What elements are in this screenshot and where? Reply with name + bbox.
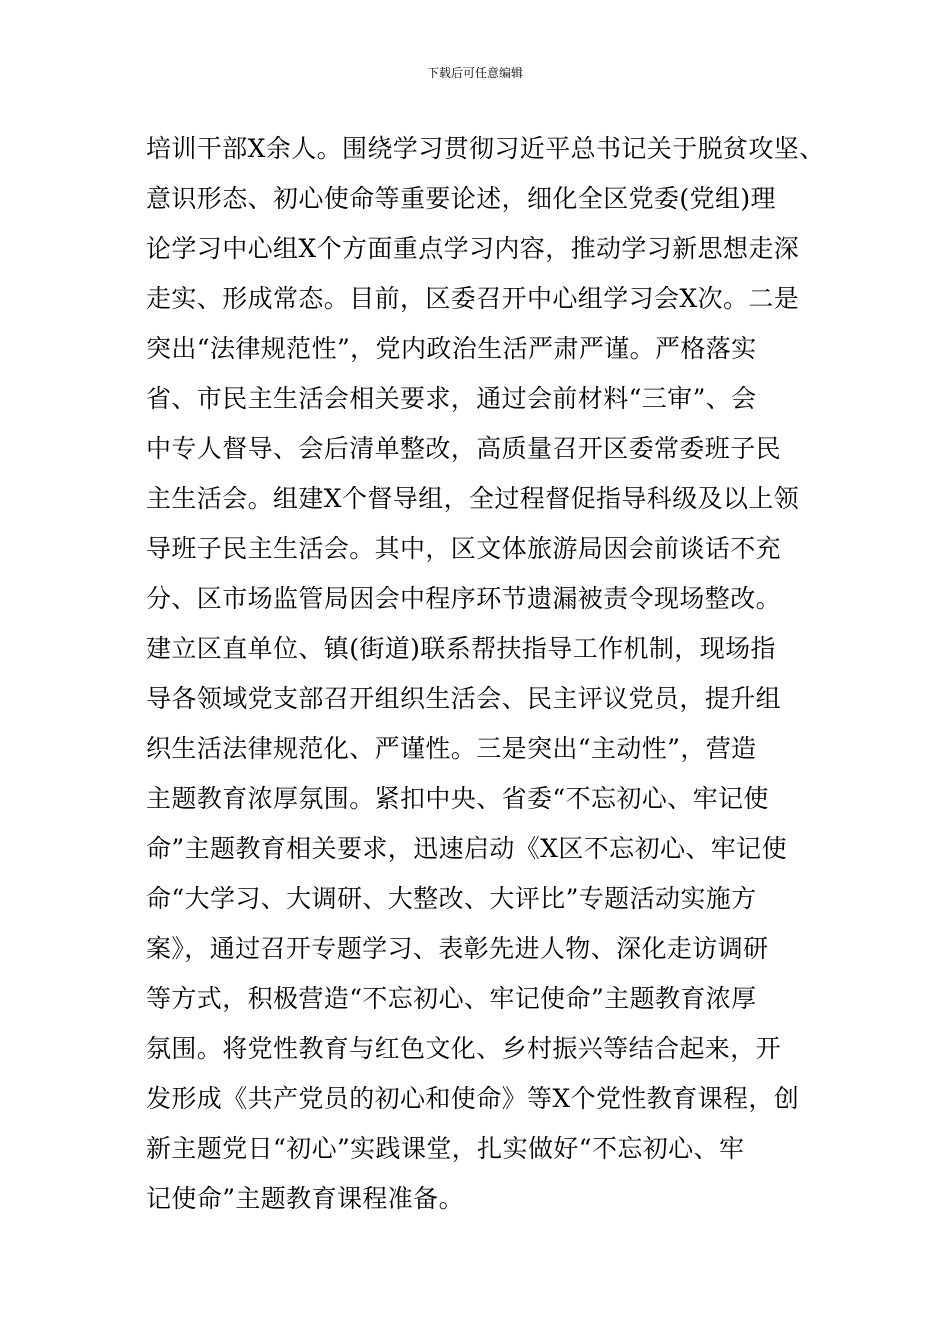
text-line: 主题教育浓厚氛围。紧扣中央、省委“不忘初心、牢记使 bbox=[146, 784, 769, 813]
text-line: 突出“法律规范性”，党内政治生活严肃严谨。严格落实 bbox=[146, 334, 757, 363]
text-line: 命“大学习、大调研、大整改、大评比”专题活动实施方 bbox=[146, 884, 757, 913]
text-line: 省、市民主生活会相关要求，通过会前材料“三审”、会 bbox=[146, 384, 757, 413]
text-line: 建立区直单位、镇(街道)联系帮扶指导工作机制，现场指 bbox=[146, 634, 776, 663]
text-line: 培训干部X余人。围绕学习贯彻习近平总书记关于脱贫攻坚、 bbox=[146, 134, 825, 163]
text-line: 分、区市场监管局因会中程序环节遗漏被责令现场整改。 bbox=[146, 584, 782, 613]
text-line: 走实、形成常态。目前，区委召开中心组学习会X次。二是 bbox=[146, 284, 800, 313]
text-line: 新主题党日“初心”实践课堂，扎实做好“不忘初心、牢 bbox=[146, 1134, 745, 1163]
text-line: 氛围。将党性教育与红色文化、乡村振兴等结合起来，开 bbox=[146, 1034, 782, 1063]
text-line: 织生活法律规范化、严谨性。三是突出“主动性”，营造 bbox=[146, 734, 757, 763]
text-line: 发形成《共产党员的初心和使命》等X个党性教育课程，创 bbox=[146, 1084, 800, 1113]
text-line: 导各领域党支部召开组织生活会、民主评议党员，提升组 bbox=[146, 684, 782, 713]
text-line: 案》，通过召开专题学习、表彰先进人物、深化走访调研 bbox=[146, 934, 769, 963]
text-line: 记使命”主题教育课程准备。 bbox=[146, 1184, 464, 1213]
body-paragraph bbox=[146, 124, 825, 1224]
text-line: 意识形态、初心使命等重要论述，细化全区党委(党组)理 bbox=[146, 184, 776, 213]
text-line: 主生活会。组建X个督导组，全过程督促指导科级及以上领 bbox=[146, 484, 800, 513]
text-line: 中专人督导、会后清单整改，高质量召开区委常委班子民 bbox=[146, 434, 782, 463]
text-line: 命”主题教育相关要求，迅速启动《X区不忘初心、牢记使 bbox=[146, 834, 787, 863]
text-line: 等方式，积极营造“不忘初心、牢记使命”主题教育浓厚 bbox=[146, 984, 757, 1013]
text-line: 论学习中心组X个方面重点学习内容，推动学习新思想走深 bbox=[146, 234, 800, 263]
page-header: 下载后可任意编辑 bbox=[426, 66, 523, 80]
text-line: 导班子民主生活会。其中，区文体旅游局因会前谈话不充 bbox=[146, 534, 782, 563]
